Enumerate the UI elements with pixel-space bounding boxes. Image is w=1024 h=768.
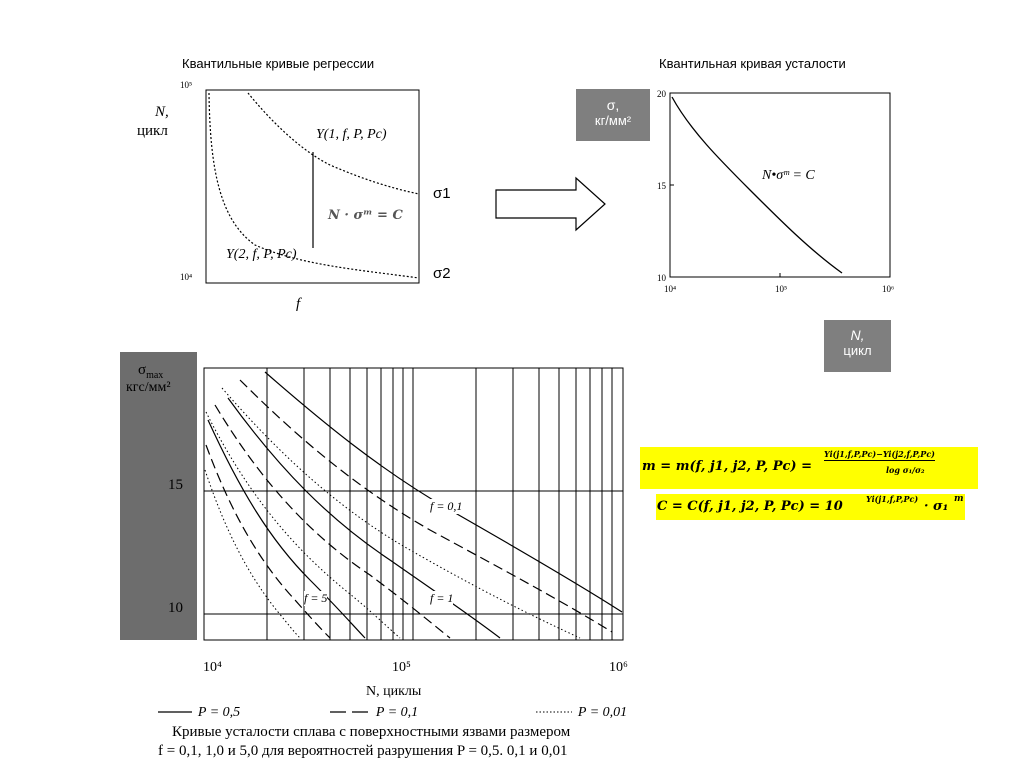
right-y-label-unit: кг/мм²: [594, 113, 632, 128]
left-y-tick-top: 10⁵: [180, 80, 193, 90]
left-y-unit: цикл: [137, 123, 168, 139]
left-x-label: f: [296, 296, 301, 312]
c-formula-main: C = C(f, j1, j2, P, Pc) = 10: [657, 499, 843, 514]
sigma1-label: σ1: [433, 185, 451, 202]
legend-solid-text: P = 0,5: [197, 705, 241, 720]
m-formula-lhs: m = m(f, j1, j2, P, Pc) =: [642, 459, 812, 474]
caption-line-1: Кривые усталости сплава с поверхностными язвами размером: [172, 724, 571, 740]
bottom-x-tick-1e4: 10⁴: [203, 660, 222, 675]
m-formula-numerator: Yi(j1,f,P,Pc)−Yi(j2,f,P,Pc): [824, 449, 935, 459]
right-x-tick-1e4: 10⁴: [664, 284, 677, 294]
right-y-label-sigma: σ,: [606, 97, 620, 113]
caption-line-2: f = 0,1, 1,0 и 5,0 для вероятностей разрушения P = 0,5. 0,1 и 0,01: [158, 743, 568, 759]
legend-dashed: [330, 703, 418, 721]
right-x-tick-1e6: 10⁶: [882, 284, 895, 294]
legend-dashed-line: [330, 707, 372, 717]
curve2-label: Y(2, f, P, Pc): [226, 247, 297, 262]
bottom-y-tick-15: 15: [168, 477, 183, 493]
bottom-y-label-sub: max: [146, 370, 164, 381]
left-y-tick-bottom: 10⁴: [180, 272, 193, 282]
sigma2-label: σ2: [433, 265, 451, 282]
c-formula-tail-exp: m: [954, 494, 964, 504]
bottom-y-tick-10: 10: [168, 600, 183, 616]
bottom-x-tick-1e5: 10⁵: [392, 660, 411, 675]
c-formula-tail: · σ₁: [924, 499, 949, 514]
legend-dotted-line: [536, 707, 574, 717]
left-y-label-n: N,: [155, 104, 169, 120]
f1-label: f = 1: [430, 591, 454, 605]
m-formula: [640, 447, 978, 489]
legend-dotted-text: P = 0,01: [577, 705, 628, 720]
bottom-x-label: N, циклы: [366, 684, 422, 699]
m-formula-denominator: log σ₁/σ₂: [886, 465, 925, 475]
left-diagram-title: Квантильные кривые регрессии: [182, 56, 375, 71]
left-box-formula: N · σᵐ = C: [328, 208, 403, 223]
right-y-tick-15: 15: [657, 181, 666, 191]
curve1-label: Y(1, f, P, Pc): [316, 127, 387, 142]
right-formula: N•σᵐ = C: [762, 168, 815, 183]
legend-solid-line: [158, 707, 194, 717]
right-x-label-unit: цикл: [843, 343, 872, 358]
legend-dotted: [536, 703, 627, 721]
right-x-label-n: N,: [850, 327, 865, 343]
f01-label: f = 0,1: [430, 499, 463, 513]
c-formula-exponent: Yi(j1,f,P,Pc): [866, 494, 919, 504]
legend-dashed-text: P = 0,1: [375, 705, 419, 720]
bottom-y-unit: кгс/мм²: [126, 380, 171, 395]
right-diagram-title: Квантильная кривая усталости: [659, 56, 846, 71]
bottom-x-tick-1e6: 10⁶: [609, 660, 628, 675]
right-y-tick-20: 20: [657, 89, 666, 99]
right-x-tick-1e5: 10⁵: [775, 284, 788, 294]
bottom-y-label: $\sigma_{max}$: [138, 362, 164, 381]
right-y-tick-10: 10: [657, 273, 666, 283]
f5-label: f = 5: [304, 591, 328, 605]
c-formula: [656, 494, 965, 520]
legend-solid: [158, 703, 240, 721]
